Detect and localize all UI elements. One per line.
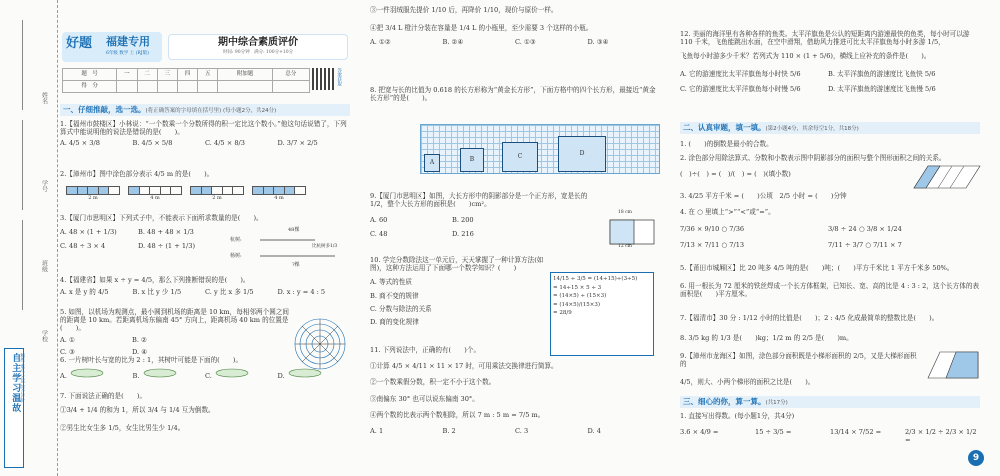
question-text: 5. 如图，以机场为观测点，最小圆到机场的距离是 10 km，每相邻两个圆之间的距离是 10 km。若距离机场东偏南 45° 方向上，距离机场 40 km 的位置是( )。 bbox=[60, 308, 290, 333]
calc-item[interactable]: 2/3 × 1/2 ÷ 2/3 × 1/2 = bbox=[905, 428, 977, 445]
leaf-icon bbox=[287, 368, 323, 378]
option-d[interactable]: D. 4 bbox=[587, 427, 601, 436]
score-header: 二 bbox=[137, 69, 157, 81]
question-7-cont bbox=[370, 6, 660, 47]
bind-line bbox=[22, 220, 23, 310]
score-header: 附加题 bbox=[218, 69, 272, 81]
option-d[interactable]: D. 3/7 × 2/5 bbox=[277, 139, 318, 148]
option-a[interactable]: A. 48 × (1 + 1/3) bbox=[60, 228, 117, 237]
score-label: 得 分 bbox=[63, 81, 117, 93]
bind-label-class: 班级 bbox=[40, 260, 48, 272]
option-d[interactable]: D. 商的变化规律 bbox=[370, 318, 419, 327]
question-text: 2.【漳州市】图中涂色部分表示 4/5 m 的是( )。 bbox=[60, 170, 214, 178]
option-b[interactable]: B. 商不变的规律 bbox=[370, 291, 419, 300]
bar-caption: 2 m bbox=[212, 195, 222, 201]
score-table bbox=[62, 68, 310, 93]
q9-fig-label: 18 cm bbox=[618, 210, 632, 215]
option-b[interactable]: B. ②④ bbox=[442, 38, 464, 47]
question-1 bbox=[60, 120, 350, 148]
score-cell[interactable] bbox=[177, 81, 197, 93]
question-text: 6. 一片树叶长与宽的比为 2 : 1，其树叶可能是下面的( )。 bbox=[60, 356, 243, 364]
question-text: 4. 在 ○ 里填上“>”“<”或“=”。 bbox=[680, 208, 775, 216]
brand-sub: 6年级 数学 上 (RJ版) bbox=[106, 51, 149, 56]
question-text: 1. 直接写出得数。(每小题1分，共4分) bbox=[680, 412, 795, 420]
brand-title: 福建专用 bbox=[106, 35, 150, 48]
score-cell[interactable] bbox=[137, 81, 157, 93]
column-1 bbox=[60, 0, 360, 476]
question-text: 12. 美丽的海洋里有各种各样的鱼类。太平洋旗鱼是公认的短距离内游速最快的鱼类，每小时可以游 110 千米，飞鱼能跳出水面，在空中滑翔，借助风力推进可比太平洋旗鱼每小时多游 1/5， bbox=[680, 30, 970, 47]
rect-b[interactable]: B bbox=[460, 148, 484, 172]
leaf-icon bbox=[142, 368, 178, 378]
banner-sub: 精练·重点·分层·综合评价 bbox=[19, 353, 25, 403]
fill-9 bbox=[680, 352, 920, 387]
fill-6 bbox=[680, 282, 980, 298]
option-a[interactable]: A. 60 bbox=[370, 216, 388, 225]
rect-d[interactable]: D bbox=[558, 136, 606, 172]
option-d[interactable]: D. 太平洋旗鱼的游速度比飞鱼慢 5/6 bbox=[828, 84, 936, 93]
question-4 bbox=[60, 276, 350, 296]
question-text: 9.【厦门市思明区】如图，大长方形中的阴影部分是一个正方形，宽是长的 1/2，整个大长方形的面积是( )cm²。 bbox=[370, 192, 588, 209]
score-header: 四 bbox=[177, 69, 197, 81]
option-d[interactable]: D. x : y = 4 : 5 bbox=[277, 288, 326, 297]
compare-item[interactable]: 7/13 × 7/11 ○ 7/13 bbox=[680, 241, 745, 250]
exam-header bbox=[60, 30, 350, 96]
banner-title: 自主学习温故 bbox=[10, 353, 21, 413]
question-text: 5.【莆田市城厢区】比 20 吨多 4/5 吨的是( )吨；( )平方千米比 1 平方千米多 50%。 bbox=[680, 264, 954, 272]
question-text: 3. 4/25 平方千米 = ( )公顷 2/5 小时 = ( )分钟 bbox=[680, 192, 847, 200]
score-cell[interactable] bbox=[218, 81, 272, 93]
option-c[interactable]: C. 分数与除法的关系 bbox=[370, 304, 432, 313]
option-b[interactable]: B. 太平洋旗鱼的游速度比飞鱼快 5/6 bbox=[828, 69, 936, 78]
question-text: 3.【厦门市思明区】下列式子中，不能表示下面所求数量的是( )。 bbox=[60, 214, 263, 222]
section-hint: (共17分) bbox=[765, 400, 788, 406]
q3-fig-label: 杨树: bbox=[230, 253, 242, 259]
option-c[interactable]: C. 48 bbox=[370, 229, 388, 238]
score-header: 五 bbox=[198, 69, 218, 81]
score-cell[interactable] bbox=[157, 81, 177, 93]
option-b[interactable]: B. ② bbox=[132, 335, 147, 344]
section-3-title bbox=[680, 396, 980, 408]
option-d[interactable]: D. 48 ÷ (1 + 1/3) bbox=[138, 242, 196, 251]
bar-a[interactable] bbox=[66, 186, 120, 195]
bar-d[interactable] bbox=[252, 186, 306, 195]
question-2 bbox=[60, 170, 350, 178]
calc-item[interactable]: 13/14 × 7/52 = bbox=[830, 428, 882, 437]
question-10 bbox=[370, 256, 550, 329]
section-2-title bbox=[680, 122, 980, 134]
exam-title-box bbox=[168, 34, 348, 60]
statement-2: ②一个数乘假分数，积一定不小于这个数。 bbox=[370, 378, 496, 387]
fill-blank-line[interactable]: ( )÷( ) = ( )/( ) = ( )(填小数) bbox=[680, 170, 791, 179]
q9-rectangle-figure bbox=[606, 212, 662, 252]
fill-7 bbox=[680, 314, 980, 322]
option-a[interactable]: A. 它的游速度比太平洋旗鱼每小时快 5/6 bbox=[680, 69, 801, 78]
bar-c[interactable] bbox=[190, 186, 244, 195]
page-number: 9 bbox=[968, 450, 984, 466]
bind-line bbox=[22, 120, 23, 210]
option-c[interactable]: C. ①③ bbox=[515, 38, 536, 47]
question-text: 10. 学完分数除法这一单元后，天天掌握了一种计算方法(如图)，这种方法运用了下面哪一个数学知识？( ) bbox=[370, 256, 544, 273]
statement-1: ①3/4 + 1/4 的和为 1，所以 3/4 与 1/4 互为倒数。 bbox=[60, 406, 215, 415]
bar-caption: 4 m bbox=[150, 195, 160, 201]
option-a[interactable]: A. 4/5 × 3/8 bbox=[60, 139, 100, 148]
option-b[interactable]: B. 48 + 48 × 1/3 bbox=[138, 228, 194, 237]
leaf-icon bbox=[69, 368, 105, 378]
option-d[interactable]: D. bbox=[278, 368, 351, 380]
option-d[interactable]: D. ④ bbox=[132, 347, 148, 356]
question-text: 2. 涂色部分用除法算式、分数和小数表示图中阴影部分的面积与整个图形面积之间的关系。 bbox=[680, 154, 946, 162]
option-c[interactable]: C. 3 bbox=[515, 427, 529, 436]
calc-step: = (14×5) ÷ (15×3) bbox=[553, 293, 607, 300]
calc-step: 14/15 ÷ 3/5 = (14÷15)÷(3÷5) bbox=[553, 276, 638, 282]
question-12 bbox=[680, 30, 980, 97]
q-fill9-trapezoid bbox=[926, 350, 982, 380]
question-text: 7. 下面说法正确的是( )。 bbox=[60, 392, 147, 400]
q3-fig-label: 48棵 bbox=[288, 227, 300, 233]
score-cell[interactable] bbox=[117, 81, 137, 93]
question-8 bbox=[370, 86, 660, 102]
statement-4: ④两个数的比表示两个数相除，所以 7 m : 5 m = 7/5 m。 bbox=[370, 410, 545, 419]
option-a[interactable]: A. bbox=[60, 368, 133, 380]
fill-3 bbox=[680, 192, 980, 200]
option-c[interactable]: C. y 比 x 多 1/5 bbox=[205, 288, 254, 297]
calc-step: = (14×5)/(15×3) bbox=[553, 301, 601, 308]
question-5 bbox=[60, 308, 290, 358]
option-a[interactable]: A. ① bbox=[60, 335, 75, 344]
option-b[interactable]: B. bbox=[133, 368, 206, 380]
question-text: 9.【漳州市龙海区】如图，涂色部分面积既是小梯形面积的 2/5，又是大梯形面积的 bbox=[680, 352, 917, 369]
question-text: 1.【福州市鼓楼区】小林说：“一个数乘一个分数所得的积一定比这个数小。”他这句话说错了，下列算式中能说明他的说法是错误的是( )。 bbox=[60, 120, 347, 137]
option-d[interactable]: D. ③④ bbox=[587, 38, 609, 47]
fill-8 bbox=[680, 334, 980, 342]
question-text: 1. ( )的倒数是最小的合数。 bbox=[680, 140, 773, 148]
exam-note: 时间: 90分钟 满分: 100分+10分 bbox=[222, 49, 294, 55]
column-2 bbox=[370, 0, 670, 476]
score-cell[interactable] bbox=[272, 81, 309, 93]
option-c[interactable]: C. 48 ÷ 3 × 4 bbox=[60, 242, 106, 251]
calc-item[interactable]: 3.6 × 4/9 = bbox=[680, 428, 719, 437]
bar-caption: 4 m bbox=[274, 195, 284, 201]
q3-fig-label: 比杭树多1/3 bbox=[312, 244, 338, 249]
question-11 bbox=[370, 346, 660, 435]
option-b[interactable]: B. x 比 y 少 1/5 bbox=[132, 288, 182, 297]
question-9 bbox=[370, 192, 600, 241]
calc-step: = 28/9 bbox=[553, 310, 572, 317]
option-b[interactable]: B. 200 bbox=[452, 216, 474, 225]
leaf-icon bbox=[214, 368, 250, 378]
option-b[interactable]: B. 2 bbox=[442, 427, 456, 436]
option-c[interactable]: C. 4/5 × 8/3 bbox=[205, 139, 245, 148]
bind-label-id: 学号 bbox=[40, 180, 48, 192]
rect-a[interactable]: A bbox=[424, 154, 440, 172]
q8-grid bbox=[420, 124, 660, 174]
option-c[interactable]: C. bbox=[205, 368, 278, 380]
option-b[interactable]: B. 4/5 × 5/8 bbox=[132, 139, 173, 148]
question-text: 6. 用一根长为 72 厘米的铁丝焊成一个长方体框架，已知长、宽、高的比是 4 : 3 : 2，这个长方体的表面积是( )平方厘米。 bbox=[680, 282, 980, 299]
question-text: 8. 3/5 kg 的 1/3 是( )kg；1/2 m 的 2/5 是( )m。 bbox=[680, 334, 853, 342]
fill-4 bbox=[680, 208, 980, 254]
score-header: 题 号 bbox=[63, 69, 117, 81]
score-header: 总分 bbox=[272, 69, 309, 81]
rect-c[interactable]: C bbox=[502, 142, 538, 172]
option-a[interactable]: A. 1 bbox=[370, 427, 384, 436]
bind-label-name: 姓名 bbox=[40, 92, 48, 104]
option-a[interactable]: A. 等式的性质 bbox=[370, 278, 412, 287]
statement-3: ③南偏东 30° 也可以说东偏南 30°。 bbox=[370, 394, 479, 403]
section-title: 二、认真审题，填一填。 bbox=[683, 123, 766, 132]
option-a[interactable]: A. x 是 y 的 4/5 bbox=[60, 288, 109, 297]
fill-1 bbox=[680, 140, 980, 148]
question-text-cont: 4/5，则大、小两个梯形的面积之比是( )。 bbox=[680, 378, 815, 387]
question-text: 7.【福清市】30 分 : 1/12 小时的比值是( )；2 : 4/5 化成最简单的整数比是( )。 bbox=[680, 314, 939, 322]
fill-5 bbox=[680, 264, 980, 272]
section-title: 一、仔细推敲，选一选。 bbox=[63, 105, 146, 114]
section-hint: (第2小题4分，其余每空1分，共18分) bbox=[765, 126, 859, 132]
section-title: 三、细心的你，算一算。 bbox=[683, 397, 766, 406]
brand-block bbox=[62, 32, 162, 62]
q2-figures bbox=[66, 186, 306, 201]
side-banner bbox=[4, 348, 24, 468]
option-c[interactable]: C. 它的游速度比太平洋旗鱼每小时慢 5/6 bbox=[680, 84, 801, 93]
statement-1: ①计算 4/5 × 4/11 × 11 × 17 时，可用乘法交换律进行简算。 bbox=[370, 362, 558, 371]
score-header: 三 bbox=[157, 69, 177, 81]
exam-title: 期中综合素质评价 bbox=[218, 37, 298, 48]
bind-line bbox=[22, 20, 23, 110]
question-text-cont: 飞鱼每小时游多少千米？若列式为 110 × (1 + 5/6)，横线上应补充的条件是( )。 bbox=[680, 52, 931, 61]
bar-b[interactable] bbox=[128, 186, 182, 195]
compare-item[interactable]: 3/8 ÷ 24 ○ 3/8 × 1/24 bbox=[828, 225, 902, 234]
binding-strip bbox=[0, 0, 58, 476]
qr-code[interactable] bbox=[312, 68, 334, 90]
statement-3: ③一件羽绒服先提价 1/10 后，再降价 1/10，现价与原价一样。 bbox=[370, 6, 558, 14]
q3-fig-label: 杭树: bbox=[230, 237, 242, 243]
calc-method-box bbox=[550, 272, 654, 356]
score-header: 一 bbox=[117, 69, 137, 81]
statement-4: ④把 3/4 L 橙汁分装在容量是 1/4 L 的小瓶里，至少需要 3 个这样的小瓶。 bbox=[370, 24, 593, 33]
question-text: 8. 把宽与长的比值为 0.618 的长方形称为“黄金长方形”，下面方格中的四个长方形，最接近“黄金长方形”的是( )。 bbox=[370, 86, 656, 103]
question-text: 11. 下列说法中，正确的有( )个。 bbox=[370, 346, 481, 354]
compare-item[interactable]: 7/11 ÷ 3/7 ○ 7/11 × 7 bbox=[828, 241, 902, 250]
section-hint: (将正确答案的字母填在括号里) (每小题2分，共24分) bbox=[145, 108, 277, 114]
option-d[interactable]: D. 216 bbox=[452, 229, 474, 238]
question-6 bbox=[60, 356, 350, 380]
column-3 bbox=[680, 0, 990, 476]
compare-item[interactable]: 7/36 × 9/10 ○ 7/36 bbox=[680, 225, 745, 234]
question-text: 4.【福建省】如果 x ÷ y = 4/5，那么下列推断错误的是( )。 bbox=[60, 276, 250, 284]
q9-fig-label: 12 cm bbox=[618, 244, 632, 249]
option-a[interactable]: A. ①② bbox=[370, 38, 391, 47]
bar-caption: 2 m bbox=[88, 195, 98, 201]
question-7 bbox=[60, 392, 350, 433]
score-cell[interactable] bbox=[198, 81, 218, 93]
statement-2: ②男生比女生多 1/5，女生比男生少 1/4。 bbox=[60, 424, 185, 433]
q-fill2-parallelogram bbox=[904, 164, 984, 190]
option-c[interactable]: C. ③ bbox=[60, 347, 75, 356]
bind-label-school: 学校 bbox=[40, 330, 48, 342]
brand-logo: 好题 bbox=[66, 36, 93, 51]
calc-item[interactable]: 15 ÷ 3/5 = bbox=[755, 428, 792, 437]
calc-step: = 14÷15 × 5 ÷ 3 bbox=[553, 284, 602, 291]
q3-fig-label: ?棵 bbox=[292, 262, 300, 268]
qr-caption: 答案获取 bbox=[336, 68, 342, 86]
calc-1 bbox=[680, 412, 980, 445]
section-1-title bbox=[60, 104, 350, 116]
